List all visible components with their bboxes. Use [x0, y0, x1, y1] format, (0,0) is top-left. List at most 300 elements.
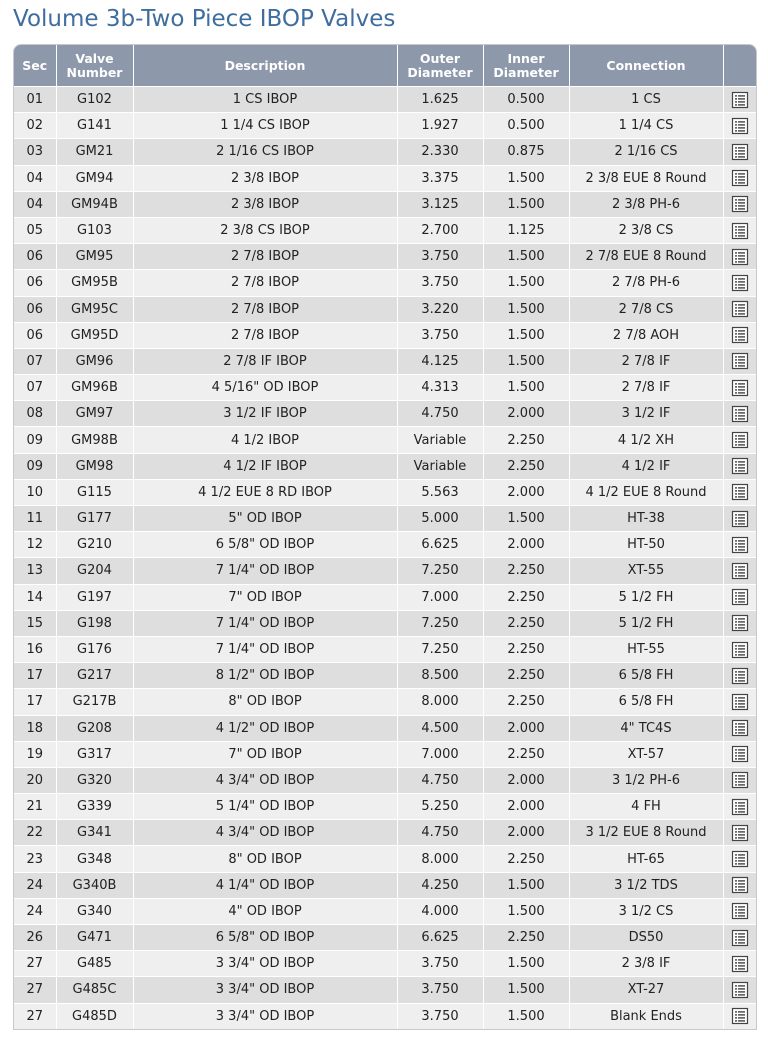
table-row[interactable]	[14, 348, 756, 374]
document-list-icon[interactable]	[731, 405, 749, 423]
valve-number-cell: G197	[56, 584, 133, 610]
inner-diameter-cell: 2.250	[483, 925, 569, 951]
document-list-icon[interactable]	[731, 352, 749, 370]
table-row[interactable]	[14, 663, 756, 689]
connection-cell: 3 1/2 TDS	[569, 872, 723, 898]
description-cell: 3 1/2 IF IBOP	[133, 401, 397, 427]
header-inner-diameter[interactable]: Inner Diameter	[483, 45, 569, 87]
inner-diameter-cell: 2.000	[483, 401, 569, 427]
connection-cell: HT-65	[569, 846, 723, 872]
details-cell	[723, 794, 756, 820]
description-cell: 6 5/8" OD IBOP	[133, 925, 397, 951]
sec-cell: 06	[14, 244, 56, 270]
inner-diameter-cell: 1.125	[483, 217, 569, 243]
connection-cell: 2 7/8 PH-6	[569, 270, 723, 296]
inner-diameter-cell: 1.500	[483, 951, 569, 977]
document-list-icon[interactable]	[731, 641, 749, 659]
valve-number-cell: G485C	[56, 977, 133, 1003]
connection-cell: 2 1/16 CS	[569, 139, 723, 165]
outer-diameter-cell: 5.250	[397, 794, 483, 820]
connection-cell: DS50	[569, 925, 723, 951]
sec-cell: 07	[14, 375, 56, 401]
details-cell	[723, 244, 756, 270]
inner-diameter-cell: 2.000	[483, 479, 569, 505]
description-cell: 5 1/4" OD IBOP	[133, 794, 397, 820]
connection-cell: 2 3/8 EUE 8 Round	[569, 165, 723, 191]
outer-diameter-cell: 4.125	[397, 348, 483, 374]
outer-diameter-cell: 4.750	[397, 820, 483, 846]
outer-diameter-cell: Variable	[397, 427, 483, 453]
connection-cell: 5 1/2 FH	[569, 584, 723, 610]
valve-number-cell: G320	[56, 767, 133, 793]
outer-diameter-cell: 3.750	[397, 977, 483, 1003]
details-cell	[723, 767, 756, 793]
inner-diameter-cell: 2.250	[483, 584, 569, 610]
connection-cell: 2 3/8 IF	[569, 951, 723, 977]
description-cell: 4 1/2" OD IBOP	[133, 715, 397, 741]
outer-diameter-cell: 3.125	[397, 191, 483, 217]
valve-number-cell: G210	[56, 532, 133, 558]
valve-number-cell: GM96	[56, 348, 133, 374]
valve-number-cell: GM98	[56, 453, 133, 479]
inner-diameter-cell: 1.500	[483, 1003, 569, 1029]
valve-number-cell: G198	[56, 610, 133, 636]
sec-cell: 26	[14, 925, 56, 951]
inner-diameter-cell: 1.500	[483, 348, 569, 374]
sec-cell: 06	[14, 270, 56, 296]
document-list-icon[interactable]	[731, 929, 749, 947]
valve-number-cell: G217B	[56, 689, 133, 715]
details-cell	[723, 113, 756, 139]
table-row[interactable]	[14, 610, 756, 636]
description-cell: 4 1/2 IBOP	[133, 427, 397, 453]
table-row[interactable]	[14, 191, 756, 217]
inner-diameter-cell: 1.500	[483, 977, 569, 1003]
sec-cell: 07	[14, 348, 56, 374]
sec-cell: 09	[14, 453, 56, 479]
table-row[interactable]	[14, 767, 756, 793]
description-cell: 3 3/4" OD IBOP	[133, 977, 397, 1003]
outer-diameter-cell: 1.927	[397, 113, 483, 139]
details-cell	[723, 715, 756, 741]
sec-cell: 27	[14, 951, 56, 977]
valve-number-cell: G339	[56, 794, 133, 820]
description-cell: 4 1/4" OD IBOP	[133, 872, 397, 898]
valve-number-cell: GM95	[56, 244, 133, 270]
connection-cell: 3 1/2 EUE 8 Round	[569, 820, 723, 846]
description-cell: 3 3/4" OD IBOP	[133, 1003, 397, 1029]
document-list-icon[interactable]	[731, 771, 749, 789]
inner-diameter-cell: 2.250	[483, 610, 569, 636]
details-cell	[723, 820, 756, 846]
details-cell	[723, 872, 756, 898]
table-row[interactable]	[14, 898, 756, 924]
connection-cell: 1 CS	[569, 87, 723, 113]
outer-diameter-cell: 8.500	[397, 663, 483, 689]
table-row[interactable]	[14, 1003, 756, 1029]
document-list-icon[interactable]	[731, 1007, 749, 1025]
document-list-icon[interactable]	[731, 824, 749, 842]
sec-cell: 24	[14, 898, 56, 924]
details-cell	[723, 663, 756, 689]
connection-cell: HT-50	[569, 532, 723, 558]
connection-cell: 4 FH	[569, 794, 723, 820]
description-cell: 7" OD IBOP	[133, 741, 397, 767]
sec-cell: 20	[14, 767, 56, 793]
sec-cell: 06	[14, 296, 56, 322]
details-cell	[723, 270, 756, 296]
details-cell	[723, 636, 756, 662]
valve-number-cell: GM21	[56, 139, 133, 165]
valve-number-cell: G317	[56, 741, 133, 767]
document-list-icon[interactable]	[731, 902, 749, 920]
outer-diameter-cell: 8.000	[397, 689, 483, 715]
page-title: Volume 3b-Two Piece IBOP Valves	[13, 6, 396, 32]
inner-diameter-cell: 1.500	[483, 322, 569, 348]
table-row[interactable]	[14, 872, 756, 898]
sec-cell: 21	[14, 794, 56, 820]
document-list-icon[interactable]	[731, 667, 749, 685]
description-cell: 8" OD IBOP	[133, 846, 397, 872]
table-row[interactable]	[14, 113, 756, 139]
table-row[interactable]	[14, 584, 756, 610]
sec-cell: 15	[14, 610, 56, 636]
outer-diameter-cell: 4.500	[397, 715, 483, 741]
document-list-icon[interactable]	[731, 300, 749, 318]
connection-cell: 2 7/8 IF	[569, 348, 723, 374]
description-cell: 2 7/8 IBOP	[133, 244, 397, 270]
document-list-icon[interactable]	[731, 981, 749, 999]
valve-number-cell: G102	[56, 87, 133, 113]
description-cell: 1 CS IBOP	[133, 87, 397, 113]
connection-cell: HT-55	[569, 636, 723, 662]
sec-cell: 04	[14, 191, 56, 217]
valve-number-cell: G141	[56, 113, 133, 139]
outer-diameter-cell: 3.750	[397, 244, 483, 270]
valve-number-cell: GM94B	[56, 191, 133, 217]
table-row[interactable]	[14, 139, 756, 165]
outer-diameter-cell: 7.250	[397, 636, 483, 662]
table-row[interactable]	[14, 741, 756, 767]
sec-cell: 22	[14, 820, 56, 846]
inner-diameter-cell: 2.250	[483, 663, 569, 689]
sec-cell: 13	[14, 558, 56, 584]
table-row[interactable]	[14, 322, 756, 348]
document-list-icon[interactable]	[731, 614, 749, 632]
outer-diameter-cell: 7.000	[397, 584, 483, 610]
description-cell: 2 7/8 IBOP	[133, 296, 397, 322]
sec-cell: 08	[14, 401, 56, 427]
details-cell	[723, 610, 756, 636]
connection-cell: 2 7/8 EUE 8 Round	[569, 244, 723, 270]
sec-cell: 18	[14, 715, 56, 741]
document-list-icon[interactable]	[731, 719, 749, 737]
table-row[interactable]	[14, 689, 756, 715]
sec-cell: 01	[14, 87, 56, 113]
valve-number-cell: GM95B	[56, 270, 133, 296]
inner-diameter-cell: 2.250	[483, 689, 569, 715]
details-cell	[723, 427, 756, 453]
description-cell: 2 3/8 IBOP	[133, 191, 397, 217]
details-cell	[723, 925, 756, 951]
table-row[interactable]	[14, 506, 756, 532]
connection-cell: 2 7/8 CS	[569, 296, 723, 322]
connection-cell: 4 1/2 EUE 8 Round	[569, 479, 723, 505]
outer-diameter-cell: 4.750	[397, 767, 483, 793]
table-row[interactable]	[14, 846, 756, 872]
header-action	[723, 45, 756, 87]
inner-diameter-cell: 1.500	[483, 296, 569, 322]
details-cell	[723, 217, 756, 243]
description-cell: 7" OD IBOP	[133, 584, 397, 610]
connection-cell: 5 1/2 FH	[569, 610, 723, 636]
sec-cell: 04	[14, 165, 56, 191]
header-sec[interactable]: Sec	[14, 45, 56, 87]
outer-diameter-cell: 3.750	[397, 951, 483, 977]
inner-diameter-cell: 1.500	[483, 375, 569, 401]
document-list-icon[interactable]	[731, 457, 749, 475]
inner-diameter-cell: 1.500	[483, 898, 569, 924]
description-cell: 4" OD IBOP	[133, 898, 397, 924]
details-cell	[723, 348, 756, 374]
valve-number-cell: GM97	[56, 401, 133, 427]
valve-number-cell: GM98B	[56, 427, 133, 453]
inner-diameter-cell: 1.500	[483, 506, 569, 532]
table-row[interactable]	[14, 270, 756, 296]
document-list-icon[interactable]	[731, 798, 749, 816]
details-cell	[723, 479, 756, 505]
valve-number-cell: G341	[56, 820, 133, 846]
description-cell: 3 3/4" OD IBOP	[133, 951, 397, 977]
outer-diameter-cell: 3.375	[397, 165, 483, 191]
table-row[interactable]	[14, 453, 756, 479]
description-cell: 6 5/8" OD IBOP	[133, 532, 397, 558]
document-list-icon[interactable]	[731, 248, 749, 266]
header-connection[interactable]: Connection	[569, 45, 723, 87]
document-list-icon[interactable]	[731, 379, 749, 397]
sec-cell: 16	[14, 636, 56, 662]
outer-diameter-cell: 4.250	[397, 872, 483, 898]
document-list-icon[interactable]	[731, 850, 749, 868]
valve-number-cell: GM96B	[56, 375, 133, 401]
connection-cell: XT-55	[569, 558, 723, 584]
table-row[interactable]	[14, 244, 756, 270]
valve-number-cell: G208	[56, 715, 133, 741]
description-cell: 4 1/2 EUE 8 RD IBOP	[133, 479, 397, 505]
sec-cell: 23	[14, 846, 56, 872]
inner-diameter-cell: 2.000	[483, 767, 569, 793]
sec-cell: 12	[14, 532, 56, 558]
document-list-icon[interactable]	[731, 117, 749, 135]
sec-cell: 03	[14, 139, 56, 165]
details-cell	[723, 741, 756, 767]
document-list-icon[interactable]	[731, 169, 749, 187]
document-list-icon[interactable]	[731, 326, 749, 344]
description-cell: 8" OD IBOP	[133, 689, 397, 715]
inner-diameter-cell: 1.500	[483, 270, 569, 296]
document-list-icon[interactable]	[731, 745, 749, 763]
description-cell: 4 3/4" OD IBOP	[133, 767, 397, 793]
inner-diameter-cell: 2.250	[483, 558, 569, 584]
outer-diameter-cell: 4.000	[397, 898, 483, 924]
valve-number-cell: GM95D	[56, 322, 133, 348]
outer-diameter-cell: 3.750	[397, 1003, 483, 1029]
details-cell	[723, 532, 756, 558]
document-list-icon[interactable]	[731, 588, 749, 606]
document-list-icon[interactable]	[731, 510, 749, 528]
valve-number-cell: G340	[56, 898, 133, 924]
outer-diameter-cell: 2.330	[397, 139, 483, 165]
document-list-icon[interactable]	[731, 274, 749, 292]
connection-cell: HT-38	[569, 506, 723, 532]
sec-cell: 02	[14, 113, 56, 139]
table-row[interactable]	[14, 636, 756, 662]
outer-diameter-cell: 7.250	[397, 610, 483, 636]
sec-cell: 17	[14, 663, 56, 689]
table-row[interactable]	[14, 820, 756, 846]
valve-number-cell: G485	[56, 951, 133, 977]
inner-diameter-cell: 2.000	[483, 715, 569, 741]
outer-diameter-cell: Variable	[397, 453, 483, 479]
connection-cell: Blank Ends	[569, 1003, 723, 1029]
table-body	[14, 87, 756, 1029]
inner-diameter-cell: 2.250	[483, 453, 569, 479]
table-row[interactable]	[14, 925, 756, 951]
document-list-icon[interactable]	[731, 222, 749, 240]
details-cell	[723, 951, 756, 977]
table-row[interactable]	[14, 375, 756, 401]
details-cell	[723, 401, 756, 427]
table-row[interactable]	[14, 87, 756, 113]
details-cell	[723, 558, 756, 584]
details-cell	[723, 846, 756, 872]
connection-cell: 2 3/8 PH-6	[569, 191, 723, 217]
inner-diameter-cell: 2.000	[483, 794, 569, 820]
outer-diameter-cell: 5.000	[397, 506, 483, 532]
description-cell: 4 3/4" OD IBOP	[133, 820, 397, 846]
details-cell	[723, 191, 756, 217]
outer-diameter-cell: 8.000	[397, 846, 483, 872]
description-cell: 2 3/8 CS IBOP	[133, 217, 397, 243]
header-valve-number[interactable]: Valve Number	[56, 45, 133, 87]
sec-cell: 09	[14, 427, 56, 453]
details-cell	[723, 296, 756, 322]
document-list-icon[interactable]	[731, 91, 749, 109]
table-row[interactable]	[14, 794, 756, 820]
document-list-icon[interactable]	[731, 876, 749, 894]
description-cell: 4 5/16" OD IBOP	[133, 375, 397, 401]
inner-diameter-cell: 2.250	[483, 636, 569, 662]
table-row[interactable]	[14, 296, 756, 322]
document-list-icon[interactable]	[731, 143, 749, 161]
description-cell: 7 1/4" OD IBOP	[133, 636, 397, 662]
description-cell: 4 1/2 IF IBOP	[133, 453, 397, 479]
description-cell: 1 1/4 CS IBOP	[133, 113, 397, 139]
sec-cell: 05	[14, 217, 56, 243]
document-list-icon[interactable]	[731, 693, 749, 711]
connection-cell: 4 1/2 XH	[569, 427, 723, 453]
sec-cell: 10	[14, 479, 56, 505]
table-row[interactable]	[14, 401, 756, 427]
valve-table-container	[13, 44, 757, 1030]
inner-diameter-cell: 2.000	[483, 820, 569, 846]
document-list-icon[interactable]	[731, 195, 749, 213]
document-list-icon[interactable]	[731, 483, 749, 501]
sec-cell: 14	[14, 584, 56, 610]
details-cell	[723, 689, 756, 715]
details-cell	[723, 165, 756, 191]
inner-diameter-cell: 1.500	[483, 872, 569, 898]
details-cell	[723, 453, 756, 479]
outer-diameter-cell: 3.220	[397, 296, 483, 322]
header-description[interactable]: Description	[133, 45, 397, 87]
inner-diameter-cell: 2.250	[483, 741, 569, 767]
inner-diameter-cell: 0.500	[483, 87, 569, 113]
table-row[interactable]	[14, 479, 756, 505]
description-cell: 8 1/2" OD IBOP	[133, 663, 397, 689]
table-row[interactable]	[14, 715, 756, 741]
connection-cell: 2 7/8 AOH	[569, 322, 723, 348]
description-cell: 2 1/16 CS IBOP	[133, 139, 397, 165]
table-row[interactable]	[14, 558, 756, 584]
connection-cell: 3 1/2 PH-6	[569, 767, 723, 793]
outer-diameter-cell: 4.313	[397, 375, 483, 401]
document-list-icon[interactable]	[731, 536, 749, 554]
valve-number-cell: G103	[56, 217, 133, 243]
valve-number-cell: G485D	[56, 1003, 133, 1029]
document-list-icon[interactable]	[731, 562, 749, 580]
valve-number-cell: G204	[56, 558, 133, 584]
inner-diameter-cell: 1.500	[483, 165, 569, 191]
sec-cell: 11	[14, 506, 56, 532]
description-cell: 2 7/8 IBOP	[133, 322, 397, 348]
valve-number-cell: G217	[56, 663, 133, 689]
table-row[interactable]	[14, 427, 756, 453]
document-list-icon[interactable]	[731, 431, 749, 449]
details-cell	[723, 977, 756, 1003]
inner-diameter-cell: 0.500	[483, 113, 569, 139]
description-cell: 2 3/8 IBOP	[133, 165, 397, 191]
connection-cell: 1 1/4 CS	[569, 113, 723, 139]
valve-number-cell: G340B	[56, 872, 133, 898]
sec-cell: 24	[14, 872, 56, 898]
valve-number-cell: G471	[56, 925, 133, 951]
table-row[interactable]	[14, 165, 756, 191]
details-cell	[723, 87, 756, 113]
valve-table	[14, 45, 756, 1029]
connection-cell: 4 1/2 IF	[569, 453, 723, 479]
valve-number-cell: G115	[56, 479, 133, 505]
inner-diameter-cell: 2.250	[483, 427, 569, 453]
inner-diameter-cell: 0.875	[483, 139, 569, 165]
valve-number-cell: G348	[56, 846, 133, 872]
table-row[interactable]	[14, 532, 756, 558]
sec-cell: 27	[14, 977, 56, 1003]
sec-cell: 06	[14, 322, 56, 348]
details-cell	[723, 1003, 756, 1029]
document-list-icon[interactable]	[731, 955, 749, 973]
outer-diameter-cell: 7.000	[397, 741, 483, 767]
connection-cell: 2 7/8 IF	[569, 375, 723, 401]
inner-diameter-cell: 2.250	[483, 846, 569, 872]
description-cell: 2 7/8 IF IBOP	[133, 348, 397, 374]
header-outer-diameter[interactable]: Outer Diameter	[397, 45, 483, 87]
description-cell: 7 1/4" OD IBOP	[133, 558, 397, 584]
table-row[interactable]	[14, 217, 756, 243]
table-row[interactable]	[14, 951, 756, 977]
table-row[interactable]	[14, 977, 756, 1003]
connection-cell: 3 1/2 CS	[569, 898, 723, 924]
